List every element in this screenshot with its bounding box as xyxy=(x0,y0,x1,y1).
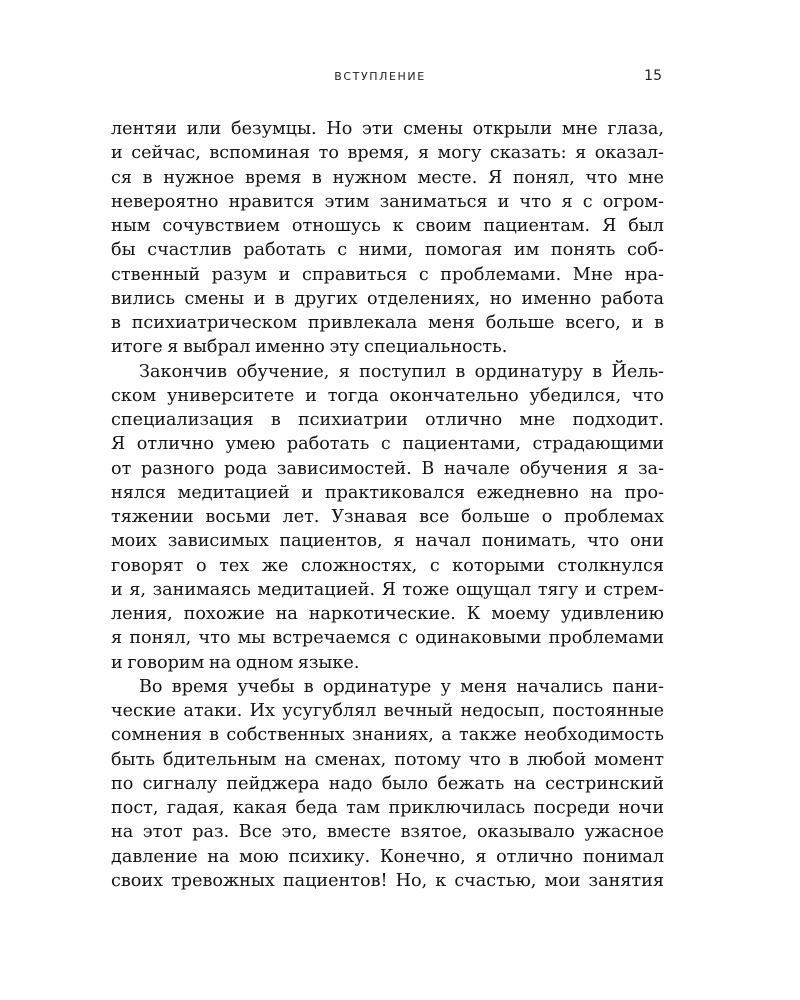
text-line: давление на мою психику. Конечно, я отлично понимал xyxy=(111,846,664,867)
text-line: и я, занимаясь медитацией. Я тоже ощущал тягу и стрем- xyxy=(111,579,664,600)
text-line: невероятно нравится этим заниматься и что я с огром- xyxy=(111,191,664,212)
text-line: и сейчас, вспоминая то время, я могу сказать: я оказал- xyxy=(111,143,664,164)
text-line: бы счастлив работать с ними, помогая им понять соб- xyxy=(111,240,664,261)
text-line: говорят о тех же сложностях, с которыми столкнулся xyxy=(111,555,664,576)
text-line: от разного рода зависимостей. В начале обучения я за- xyxy=(111,458,664,479)
paragraph-end-line: итоге я выбрал именно эту специальность. xyxy=(111,337,508,358)
text-line: по сигналу пейджера надо было бежать на сестринский xyxy=(111,773,664,794)
text-line: нялся медитацией и практиковался ежедневно на про- xyxy=(111,482,664,503)
page-number: 15 xyxy=(644,68,662,84)
text-line: пост, гадая, какая беда там приключилась посреди ночи xyxy=(111,798,664,818)
text-line: моих зависимых пациентов, я начал понимать, что они xyxy=(111,531,664,552)
text-line: я понял, что мы встречаемся с одинаковыми проблемами xyxy=(111,628,664,649)
text-line: быть бдительным на сменах, потому что в любой момент xyxy=(111,749,664,770)
paragraph-end-line: и говорим на одном языке. xyxy=(111,652,360,673)
paragraph-start-line: Во время учебы в ординатуре у меня начались пани- xyxy=(139,676,664,697)
text-line: Я отлично умею работать с пациентами, страдающими xyxy=(111,434,664,455)
text-line: сомнения в собственных знаниях, а также необходимость xyxy=(111,725,664,746)
text-line: на этот раз. Все это, вместе взятое, оказывало ужасное xyxy=(111,822,664,843)
text-line: специализация в психиатрии отлично мне подходит. xyxy=(111,410,664,430)
text-line: ческие атаки. Их усугублял вечный недосып, постоянные xyxy=(111,701,664,721)
text-line: в психиатрическом привлекала меня больше всего, и в xyxy=(111,313,664,333)
running-title: ВСТУПЛЕНИЕ xyxy=(334,70,426,83)
text-line: лентяи или безумцы. Но эти смены открыли мне глаза, xyxy=(111,119,664,139)
body-text xyxy=(111,117,664,893)
text-line: своих тревожных пациентов! Но, к счастью, мои занятия xyxy=(111,870,664,891)
text-line: ственный разум и справиться с проблемами. Мне нра- xyxy=(111,264,664,285)
text-line: тяжении восьми лет. Узнавая все больше о проблемах xyxy=(111,507,664,527)
text-line: ском университете и тогда окончательно убедился, что xyxy=(111,385,664,406)
text-line: вились смены и в других отделениях, но именно работа xyxy=(111,288,664,309)
text-line: ся в нужное время в нужном месте. Я понял, что мне xyxy=(111,167,664,188)
text-line: ным сочувствием отношусь к своим пациентам. Я был xyxy=(111,216,664,236)
text-line: ления, похожие на наркотические. К моему удивлению xyxy=(111,604,664,624)
paragraph-start-line: Закончив обучение, я поступил в ординатуру в Йель- xyxy=(139,361,664,382)
